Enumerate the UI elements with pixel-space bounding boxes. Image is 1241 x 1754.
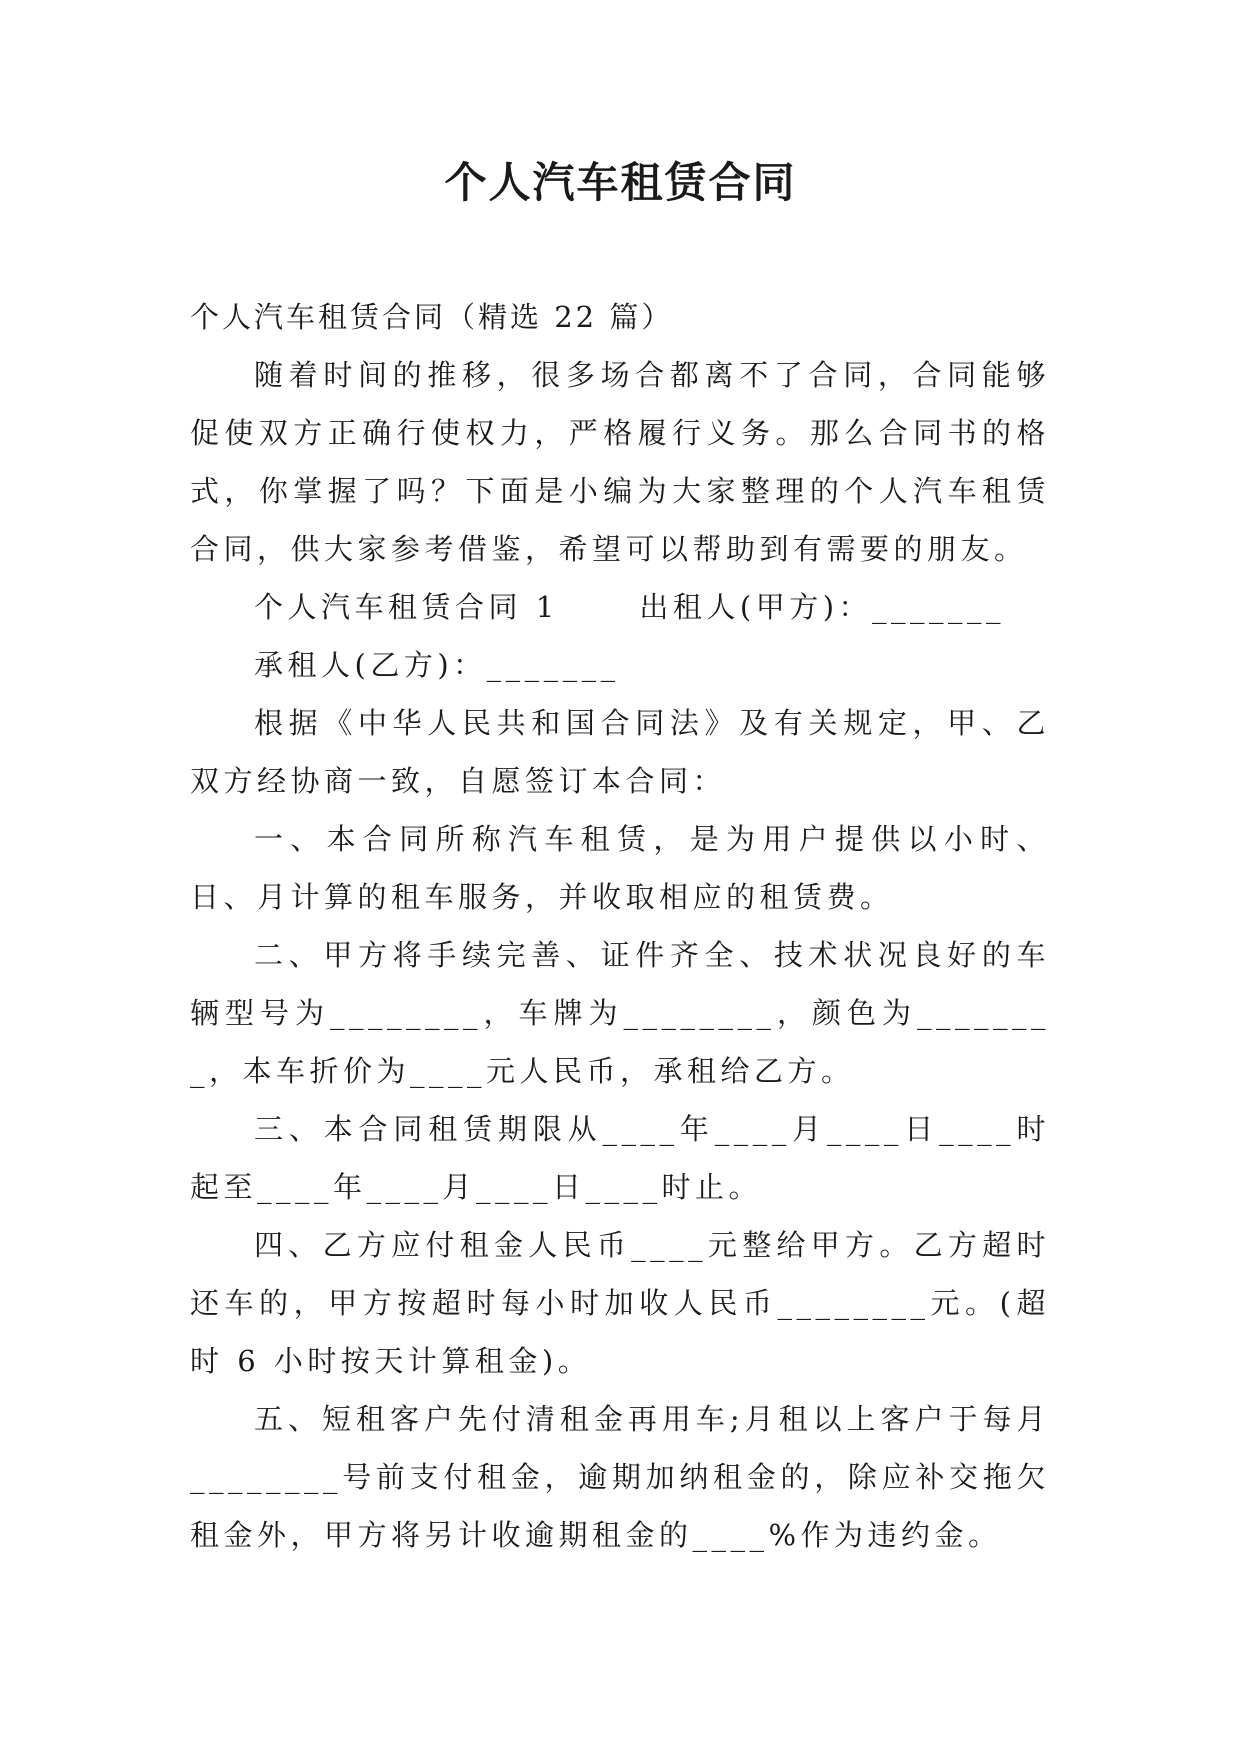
party-b-line: 承租人(乙方)：_______ — [254, 648, 620, 682]
contract-heading-party-a: 个人汽车租赁合同 1 出租人(甲方)：_______ — [254, 590, 1006, 624]
clause-2: 二、甲方将手续完善、证件齐全、技术状况良好的车辆型号为________，车牌为________，颜色为________，本车折价为____元人民币，承租给乙方。 — [190, 938, 1050, 1088]
document-subtitle: 个人汽车租赁合同（精选 22 篇） — [190, 300, 674, 334]
clause-5: 五、短租客户先付清租金再用车;月租以上客户于每月________号前支付租金，逾期加纳租金的，除应补交拖欠租金外，甲方将另计收逾期租金的____%作为违约金。 — [190, 1402, 1050, 1552]
clause-1: 一、本合同所称汽车租赁，是为用户提供以小时、日、月计算的租车服务，并收取相应的租赁费。 — [190, 822, 1050, 914]
document-title: 个人汽车租赁合同 — [444, 158, 797, 207]
clause-3: 三、本合同租赁期限从____年____月____日____时起至____年____月____日____时止。 — [190, 1112, 1050, 1204]
basis-paragraph: 根据《中华人民共和国合同法》及有关规定，甲、乙双方经协商一致，自愿签订本合同： — [190, 706, 1050, 798]
intro-paragraph: 随着时间的推移，很多场合都离不了合同，合同能够促使双方正确行使权力，严格履行义务。那么合同书的格式，你掌握了吗？下面是小编为大家整理的个人汽车租赁合同，供大家参考借鉴，希望可以帮助到有需要的朋友。 — [190, 358, 1050, 566]
clause-4: 四、乙方应付租金人民币____元整给甲方。乙方超时还车的，甲方按超时每小时加收人民币________元。(超时 6 小时按天计算租金)。 — [190, 1228, 1050, 1378]
document-body — [190, 288, 1050, 1564]
